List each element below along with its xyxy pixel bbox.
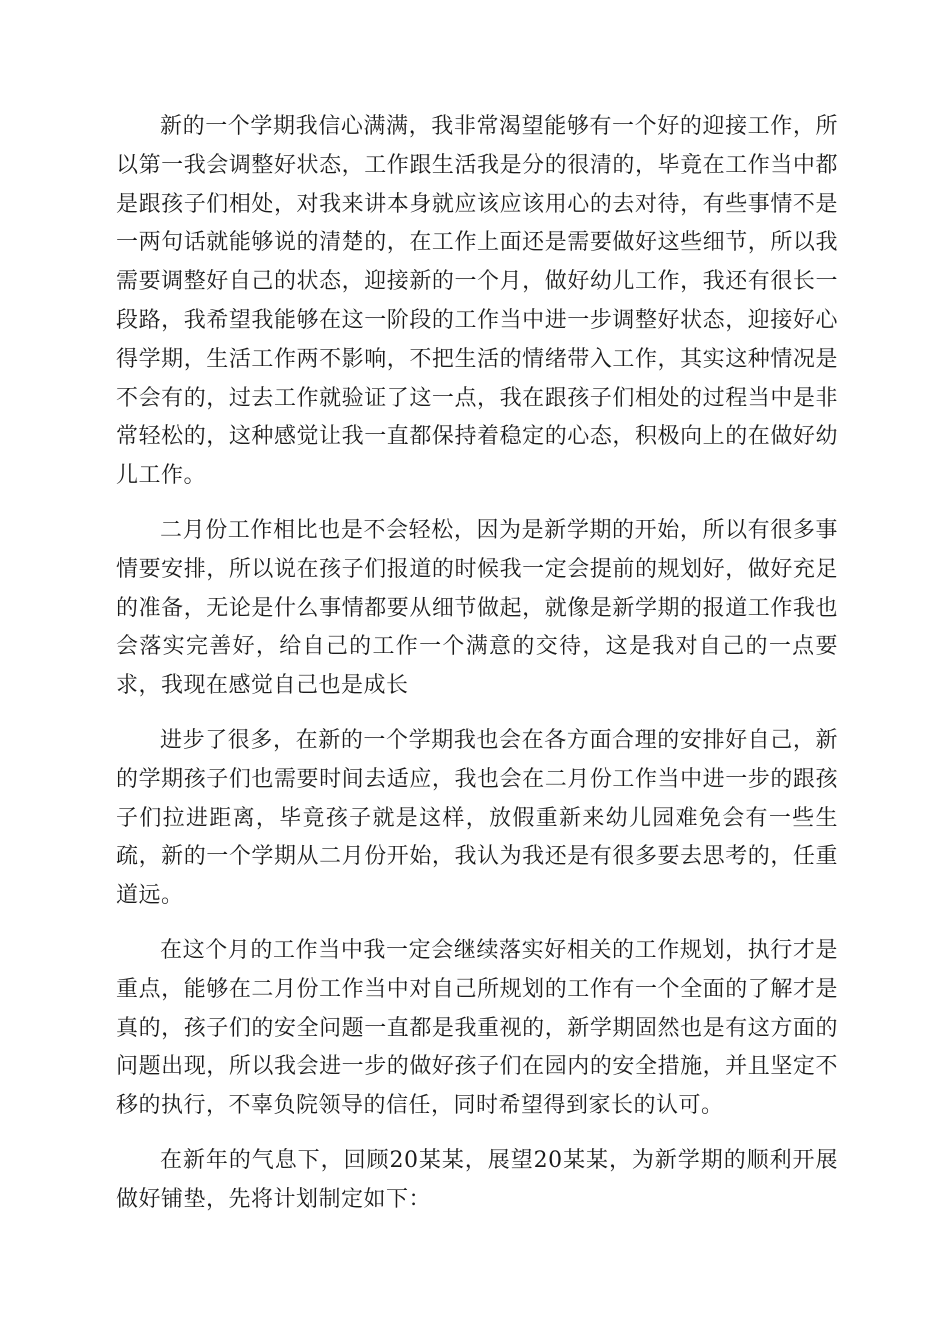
- paragraph-2: 二月份工作相比也是不会轻松，因为是新学期的开始，所以有很多事情要安排，所以说在孩子们报道的时候我一定会提前的规划好，做好充足的准备，无论是什么事情都要从细节做起，就像是新学期的报道工作我也会落实完善好，给自己的工作一个满意的交待，这是我对自己的一点要求，我现在感觉自己也是成长: [116, 517, 838, 699]
- paragraph-5: 在新年的气息下，回顾20某某，展望20某某，为新学期的顺利开展做好铺垫，先将计划制定如下：: [116, 1147, 838, 1212]
- paragraph-4: 在这个月的工作当中我一定会继续落实好相关的工作规划，执行才是重点，能够在二月份工作当中对自己所规划的工作有一个全面的了解才是真的，孩子们的安全问题一直都是我重视的，新学期固然也是有这方面的问题出现，所以我会进一步的做好孩子们在园内的安全措施，并且坚定不移的执行，不辜负院领导的信任，同时希望得到家长的认可。: [116, 937, 838, 1119]
- paragraph-3: 进步了很多，在新的一个学期我也会在各方面合理的安排好自己，新的学期孩子们也需要时间去适应，我也会在二月份工作当中进一步的跟孩子们拉进距离，毕竟孩子就是这样，放假重新来幼儿园难免会有一些生疏，新的一个学期从二月份开始，我认为我还是有很多要去思考的，任重道远。: [116, 727, 838, 909]
- paragraph-1: 新的一个学期我信心满满，我非常渴望能够有一个好的迎接工作，所以第一我会调整好状态，工作跟生活我是分的很清的，毕竟在工作当中都是跟孩子们相处，对我来讲本身就应该应该用心的去对待，有些事情不是一两句话就能够说的清楚的，在工作上面还是需要做好这些细节，所以我需要调整好自己的状态，迎接新的一个月，做好幼儿工作，我还有很长一段路，我希望我能够在这一阶段的工作当中进一步调整好状态，迎接好心得学期，生活工作两不影响，不把生活的情绪带入工作，其实这种情况是不会有的，过去工作就验证了这一点，我在跟孩子们相处的过程当中是非常轻松的，这种感觉让我一直都保持着稳定的心态，积极向上的在做好幼儿工作。: [116, 114, 838, 489]
- document-body: [116, 108, 838, 1236]
